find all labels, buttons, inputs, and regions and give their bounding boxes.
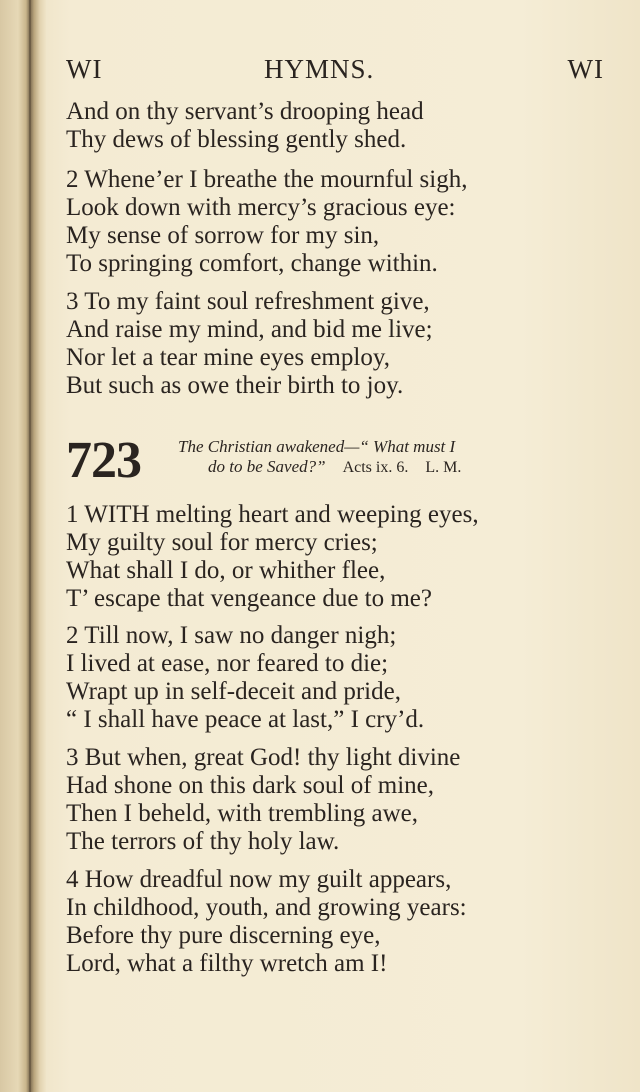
verse-line: My guilty soul for mercy cries; [66, 529, 378, 556]
stanza-4 [66, 866, 606, 978]
verse-line: 4 How dreadful now my guilt appears, [66, 866, 452, 893]
hymn-title-line-2: do to be Saved?” [208, 457, 326, 476]
hymn-title [178, 437, 608, 478]
stanza-continuation [66, 98, 606, 154]
hymn-heading [66, 432, 606, 489]
stanza-prev-3 [66, 288, 606, 400]
verse-line: 2 Whene’er I breathe the mournful sigh, [66, 166, 468, 193]
verse-line: 3 To my faint soul refreshment give, [66, 288, 430, 315]
verse-line: 2 Till now, I saw no danger nigh; [66, 622, 397, 649]
verse-line: Had shone on this dark soul of mine, [66, 772, 435, 799]
verse-line: T’ escape that vengeance due to me? [66, 585, 433, 612]
binding-edge [29, 0, 31, 1092]
book-binding [0, 0, 46, 1092]
verse-line: Before thy pure discerning eye, [66, 922, 381, 949]
verse-line: 3 But when, great God! thy light divine [66, 744, 461, 771]
hymn-title-line-1: The Christian awakened—“ What must I [178, 437, 456, 456]
verse-line: Nor let a tear mine eyes employ, [66, 344, 390, 371]
stanza-2 [66, 622, 606, 734]
verse-line: I lived at ease, nor feared to die; [66, 650, 389, 677]
verse-line: To springing comfort, change within. [66, 250, 438, 277]
verse-line: And raise my mind, and bid me live; [66, 316, 433, 343]
verse-line: But such as owe their birth to joy. [66, 372, 404, 399]
verse-line: Look down with mercy’s gracious eye: [66, 194, 456, 221]
stanza-1 [66, 501, 606, 613]
stanza-3 [66, 744, 606, 856]
verse-line: The terrors of thy holy law. [66, 828, 340, 855]
scripture-reference: Acts ix. 6. [342, 459, 409, 476]
stanza-prev-2 [66, 166, 606, 278]
running-header [66, 54, 604, 88]
hymn-number: 723 [66, 432, 141, 489]
verse-line: “ I shall have peace at last,” I cry’d. [66, 706, 425, 733]
header-left-guide: WI [66, 54, 103, 84]
verse-line: In childhood, youth, and growing years: [66, 894, 467, 921]
hymn-meter: L. M. [425, 459, 462, 476]
verse-line: My sense of sorrow for my sin, [66, 222, 380, 249]
verse-line: Lord, what a filthy wretch am I! [66, 950, 388, 977]
verse-line: Then I beheld, with trembling awe, [66, 800, 418, 827]
verse-line: 1 WITH melting heart and weeping eyes, [66, 501, 479, 528]
header-right-guide: WI [567, 54, 604, 84]
verse-line: Thy dews of blessing gently shed. [66, 126, 407, 153]
header-title: HYMNS. [264, 54, 375, 84]
verse-line: Wrapt up in self-deceit and pride, [66, 678, 401, 705]
verse-line: What shall I do, or whither flee, [66, 557, 386, 584]
verse-line: And on thy servant’s drooping head [66, 98, 424, 125]
